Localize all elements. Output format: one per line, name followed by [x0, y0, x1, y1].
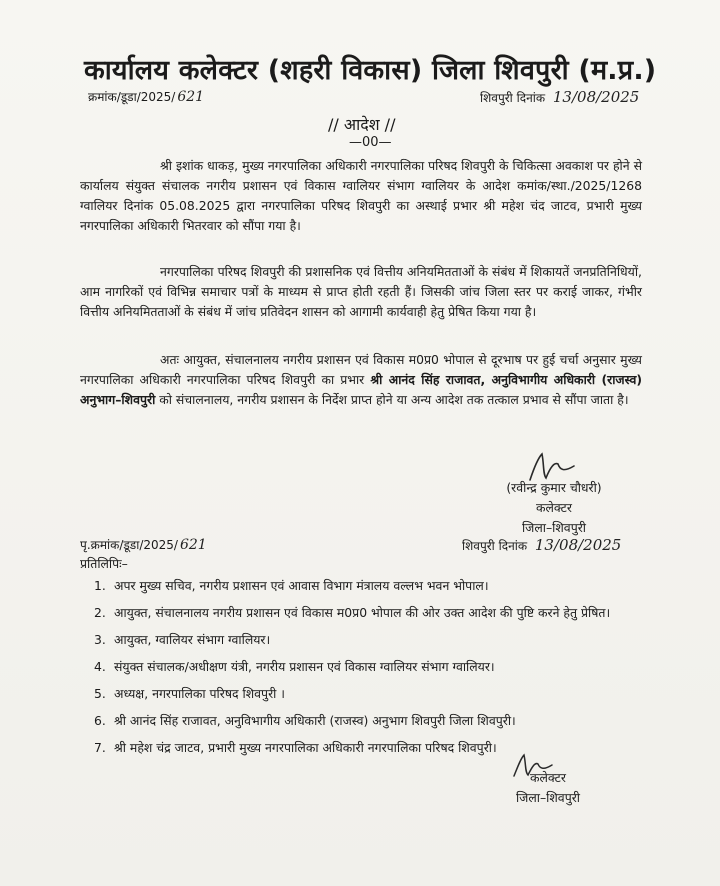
endorsement-reference-label: पृ.क्रमांक/डूडा/2025/ — [80, 538, 178, 552]
copy-list-item — [94, 657, 634, 677]
endorsement-date — [462, 536, 621, 554]
assigned-officer: श्री आनंद सिंह राजावत, अनुविभागीय अधिकारी (राजस्व) अनुभाग–शिवपुरी — [80, 372, 642, 407]
copy-list-item — [94, 576, 634, 596]
reference-number-handwritten: 621 — [177, 89, 205, 105]
copy-list-number: 2. — [94, 605, 106, 620]
copy-to-list — [94, 576, 634, 765]
paragraph-1: श्री इशांक धाकड़, मुख्य नगरपालिका अधिकारी नगरपालिका परिषद शिवपुरी के चिकित्सा अवकाश पर होने से कार्यालय संयुक्त संचालक नगरीय प्रशासन एवं विकास ग्वालियर संभाग ग्वालियर के आदेश कमांक/स्था./2025/1268 ग्वालियर दिनांक 05.08.2025 द्वारा नगरपालिका परिषद शिवपुरी का अस्थाई प्रभार श्री महेश चंद जाटव, प्रभारी मुख्य नगरपालिका अधिकारी भितरवार को सौंपा गया है। — [80, 158, 642, 233]
copy-list-text: आयुक्त, ग्वालियर संभाग ग्वालियर। — [114, 632, 271, 647]
copy-list-text: अपर मुख्य सचिव, नगरीय प्रशासन एवं आवास विभाग मंत्रालय वल्लभ भवन भोपाल। — [114, 578, 489, 593]
copy-list-item — [94, 684, 634, 704]
reference-number — [88, 88, 204, 105]
endorsement-reference — [80, 536, 207, 553]
reference-label: क्रमांक/डूडा/2025/ — [88, 90, 176, 104]
copy-list-number: 7. — [94, 740, 106, 755]
order-subheading: —00— — [349, 135, 392, 150]
date-label: शिवपुरी दिनांक — [480, 91, 546, 105]
copy-list-text: श्री आनंद सिंह राजावत, अनुविभागीय अधिकारी (राजस्व) अनुभाग शिवपुरी जिला शिवपुरी। — [114, 713, 516, 728]
endorsement-signature-block — [498, 768, 598, 808]
copy-list-text: अध्यक्ष, नगरपालिका परिषद शिवपुरी । — [114, 686, 285, 701]
copy-list-number: 6. — [94, 713, 106, 728]
copy-list-text: संयुक्त संचालक/अधीक्षण यंत्री, नगरीय प्रशासन एवं विकास ग्वालियर संभाग ग्वालियर। — [114, 659, 495, 674]
order-heading: // आदेश // — [328, 115, 396, 134]
paragraph-3: अतः आयुक्त, संचालनालय नगरीय प्रशासन एवं विकास म0प्र0 भोपाल से दूरभाष पर हुई चर्चा अनुसार मुख्य नगरपालिका अधिकारी नगरपालिका परिषद शिवपुरी का प्रभार श्री आनंद सिंह राजावत, अनुविभागीय अधिकारी (राजस्व) अनुभाग–शिवपुरी को संचालनालय, नगरीय प्रशासन के निर्देश प्राप्त होने या अन्य आदेश तक तत्काल प्रभाव से सौंपा जाता है। — [80, 352, 642, 407]
order-date — [480, 88, 639, 106]
endorsement-district: जिला–शिवपुरी — [515, 790, 581, 805]
signatory-designation: कलेक्टर — [536, 500, 572, 515]
copy-list-text: श्री महेश चंद्र जाटव, प्रभारी मुख्य नगरपालिका अधिकारी नगरपालिका परिषद शिवपुरी। — [114, 740, 497, 755]
endorsement-designation: कलेक्टर — [530, 770, 566, 785]
copy-list-item — [94, 630, 634, 650]
signatory-name: (रवीन्द्र कुमार चौधरी) — [506, 480, 602, 495]
endorsement-date-label: शिवपुरी दिनांक — [462, 539, 528, 553]
copy-list-number: 3. — [94, 632, 106, 647]
signatory-district: जिला–शिवपुरी — [521, 520, 587, 535]
office-title: कार्यालय कलेक्टर (शहरी विकास) जिला शिवपुरी (म.प्र.) — [84, 55, 657, 86]
copy-list-number: 4. — [94, 659, 106, 674]
date-handwritten: 13/08/2025 — [552, 88, 640, 106]
endorsement-date-handwritten: 13/08/2025 — [534, 536, 622, 554]
copy-to-label: प्रतिलिपिः– — [80, 556, 128, 571]
copy-list-item — [94, 711, 634, 731]
copy-list-number: 1. — [94, 578, 106, 593]
endorsement-number-handwritten: 621 — [179, 537, 207, 553]
copy-list-item — [94, 603, 634, 623]
signature-block — [484, 478, 624, 538]
copy-list-text: आयुक्त, संचालनालय नगरीय प्रशासन एवं विकास म0प्र0 भोपाल की ओर उक्त आदेश की पुष्टि करने हेतु प्रेषित। — [114, 605, 611, 620]
paragraph-2: नगरपालिका परिषद शिवपुरी की प्रशासनिक एवं वित्तीय अनियमितताओं के संबंध में शिकायतें जनप्रतिनिधियों, आम नागरिकों एवं विभिन्न समाचार पत्रों के माध्यम से प्राप्त होती रहती हैं। जिसकी जांच जिला स्तर पर कराई जाकर, गंभीर वित्तीय अनियमितताओं के संबंध में जांच प्रतिवेदन शासन को आगामी कार्यवाही हेतु प्रेषित किया गया है। — [80, 264, 642, 319]
copy-list-number: 5. — [94, 686, 106, 701]
